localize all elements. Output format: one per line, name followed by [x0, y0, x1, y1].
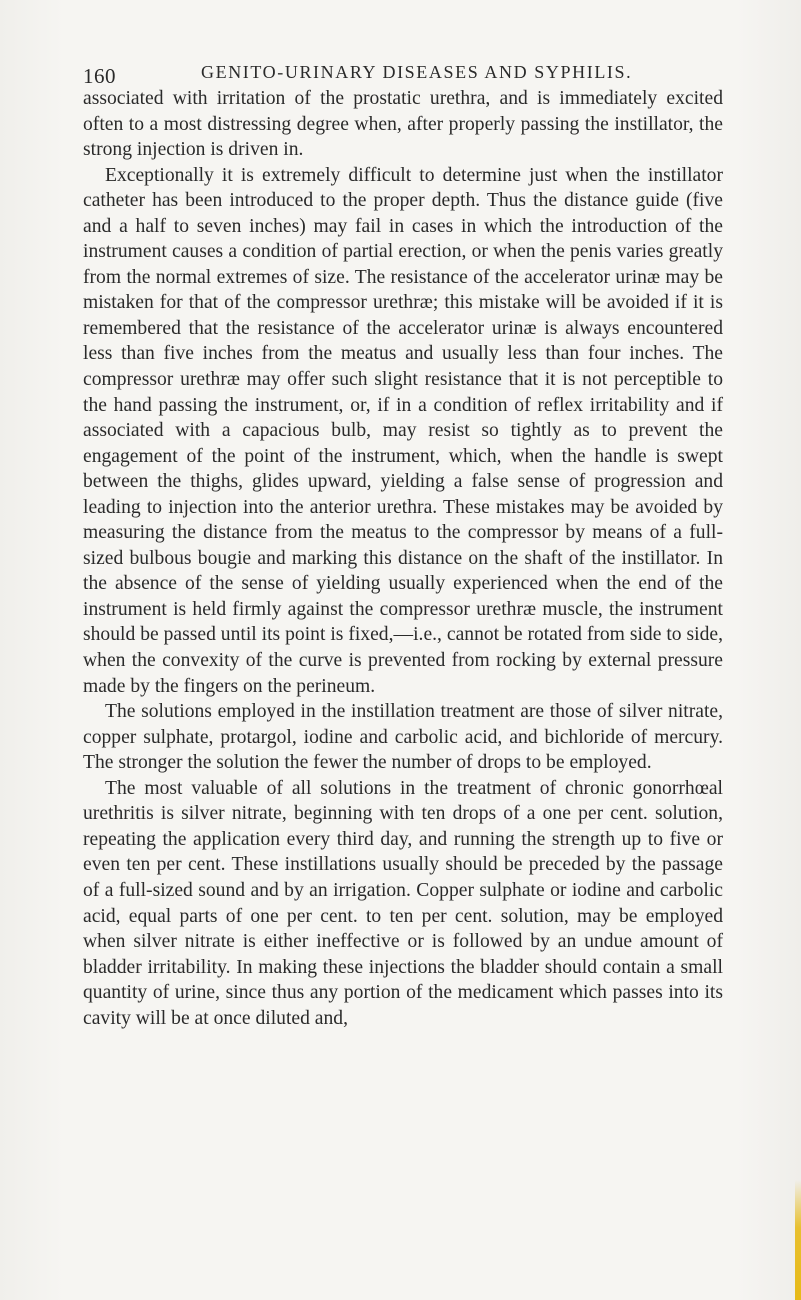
page-header	[83, 58, 723, 86]
body-text	[83, 86, 723, 1031]
page-number: 160	[83, 64, 116, 88]
paragraph: The solutions employed in the instillation treatment are those of silver nitrate, copper sulphate, protargol, iodine and carbolic acid, and bichloride of mercury. The stronger the solution the fewer the number of drops to be employed.	[83, 701, 723, 774]
paragraph: associated with irritation of the prostatic urethra, and is immediately excited often to a most distressing degree when, after properly passing the instillator, the strong injection is driven in.	[83, 88, 723, 161]
page-edge-mark	[795, 1180, 801, 1300]
running-head: GENITO-URINARY DISEASES AND SYPHILIS.	[201, 62, 633, 82]
paragraph: Exceptionally it is extremely difficult to determine just when the instillator catheter has been introduced to the proper depth. Thus the distance guide (five and a half to seven inches) may fail in cases in which the introduction of the instrument causes a condition of partial erection, or when the penis varies greatly from the normal extremes of size. The resistance of the accelerator urinæ may be mistaken for that of the compressor urethræ; this mistake will be avoided if it is remembered that the resistance of the accelerator urinæ is always encountered less than five inches from the meatus and usually less than four inches. The compressor urethræ may offer such slight resistance that it is not perceptible to the hand passing the instrument, or, if in a condition of reflex irritability and if associated with a capacious bulb, may resist so tightly as to prevent the engagement of the point of the instrument, which, when the handle is swept between the thighs, glides upward, yielding a false sense of progression and leading to injection into the anterior urethra. These mistakes may be avoided by measuring the distance from the meatus to the compressor by means of a full-sized bulbous bougie and marking this distance on the shaft of the instillator. In the absence of the sense of yielding usually experienced when the end of the instrument is held firmly against the compressor urethræ muscle, the instrument should be passed until its point is fixed,—i.e., cannot be rotated from side to side, when the convexity of the curve is prevented from rocking by external pressure made by the fingers on the perineum.	[83, 164, 723, 697]
paragraph: The most valuable of all solutions in the treatment of chronic gonorrhœal urethritis is silver nitrate, beginning with ten drops of a one per cent. solution, repeating the application every third day, and running the strength up to five or even ten per cent. These instillations usually should be preceded by the passage of a full-sized sound and by an irrigation. Copper sulphate or iodine and carbolic acid, equal parts of one per cent. to ten per cent. solution, may be employed when silver nitrate is either ineffective or is followed by an undue amount of bladder irritability. In making these injections the bladder should contain a small quantity of urine, since thus any portion of the medicament which passes into its cavity will be at once diluted and,	[83, 777, 723, 1029]
